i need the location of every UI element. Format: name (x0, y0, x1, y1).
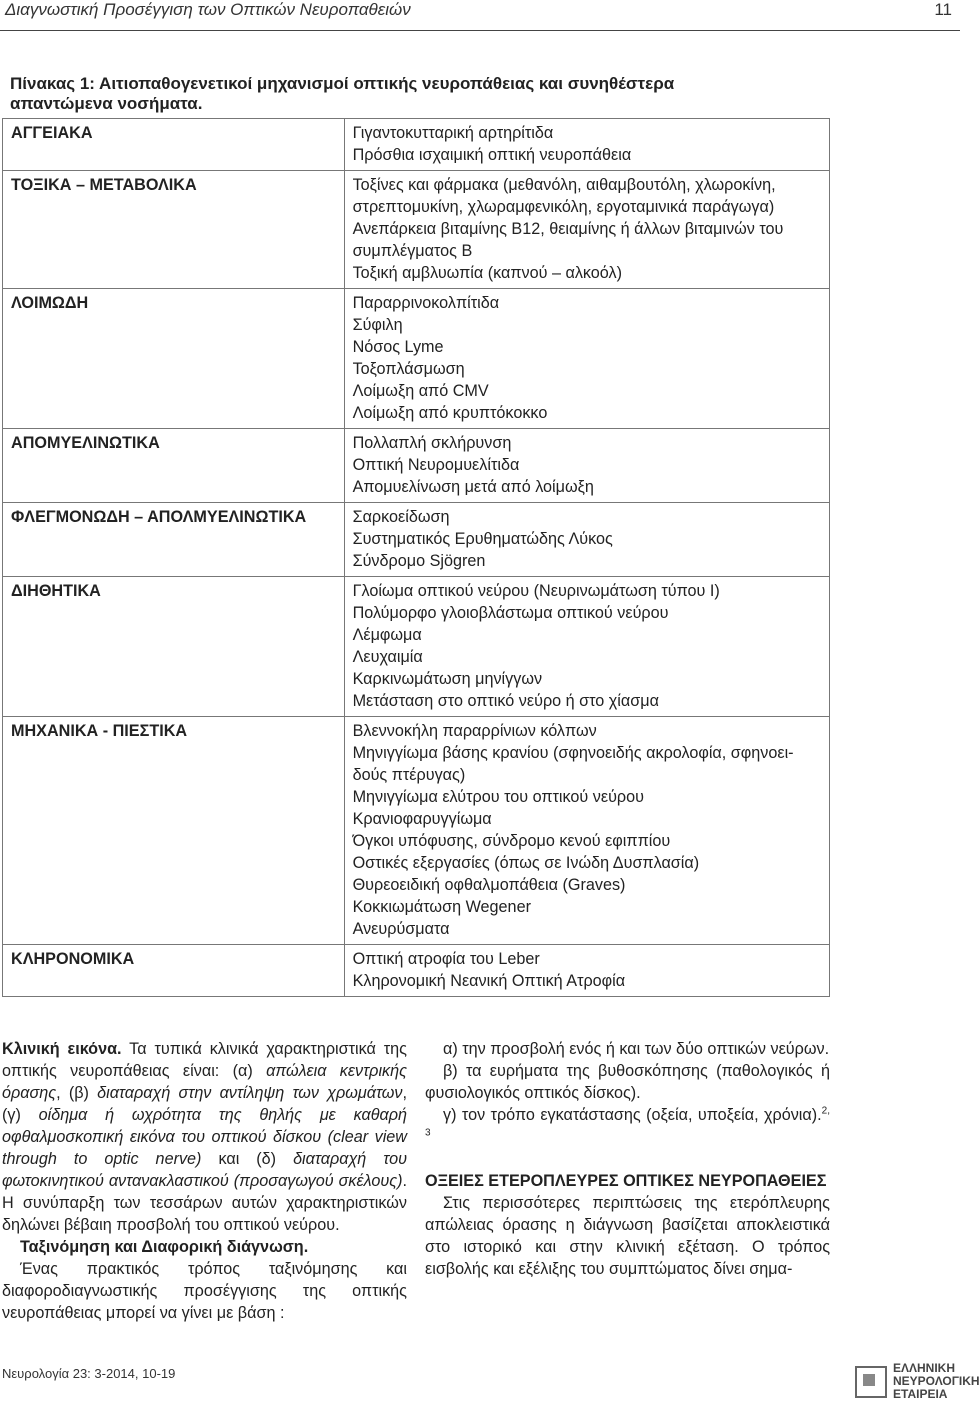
conditions-cell (344, 503, 829, 577)
condition-item: Κληρονομική Νεανική Οπτική Ατροφία (352, 972, 626, 990)
section-heading: ΟΞΕΙΕΣ ΕΤΕΡΟΠΛΕΥΡΕΣ ΟΠΤΙΚΕΣ ΝΕΥΡΟΠΑΘΕΙΕΣ (425, 1172, 827, 1190)
condition-item: στρεπτομυκίνη, χλωραμφενικόλη, εργοταμινικά παράγωγα) (352, 198, 775, 216)
left-column (2, 1038, 407, 1324)
table-row (3, 119, 830, 171)
clinical-feature-a: απώλεια κεντρικής όρασης (2, 1062, 407, 1102)
condition-item: Λοίμωξη από κρυπτόκοκκο (352, 404, 548, 422)
category-cell: ΔΙΗΘΗΤΙΚΑ (3, 577, 345, 717)
table-row (3, 945, 830, 997)
condition-item: Καρκινωμάτωση μηνίγγων (352, 670, 543, 688)
conditions-cell (344, 945, 829, 997)
table-row (3, 429, 830, 503)
condition-item: Συστηματικός Ερυθηματώδης Λύκος (352, 530, 613, 548)
condition-item: Νόσος Lyme (352, 338, 444, 356)
category-cell: ΤΟΞΙΚΑ – ΜΕΤΑΒΟΛΙΚΑ (3, 171, 345, 289)
condition-item: Μηνιγγίωμα ελύτρου του οπτικού νεύρου (352, 788, 644, 806)
clinical-text-1: Τα τυπικά κλινικά χαρακτηριστικά της οπτικής νευροπάθειας είναι: (α) (2, 1040, 407, 1080)
conditions-cell (344, 717, 829, 945)
section-text: Στις περισσότερες περιπτώσεις της ετερόπλευρης απώλειας όρασης η διάγνωση βασίζεται αποκλειστικά στο ιστορικό και στην κλινική εξέταση. Ο τρόπος εισβολής και εξέλιξης του συμπτώματος δίνει σημα- (425, 1194, 830, 1278)
table-row (3, 577, 830, 717)
condition-item: Τοξική αμβλυωπία (καπνού – αλκοόλ) (352, 264, 622, 282)
criterion-b: β) τα ευρήματα της βυθοσκόπησης (παθολογικός ή φυσιολογικός οπτικός δίσκος). (425, 1062, 830, 1102)
category-cell: ΜΗΧΑΝΙΚΑ - ΠΙΕΣΤΙΚΑ (3, 717, 345, 945)
condition-item: Σαρκοείδωση (352, 508, 450, 526)
condition-item: Πολύμορφο γλοιοβλάστωμα οπτικού νεύρου (352, 604, 669, 622)
conditions-cell (344, 171, 829, 289)
condition-item: Οπτική ατροφία του Leber (352, 950, 540, 968)
condition-item: Σύφιλη (352, 316, 403, 334)
condition-item: Θυρεοειδική οφθαλμοπάθεια (Graves) (352, 876, 626, 894)
table-caption-line-2: απαντώμενα νοσήματα. (10, 94, 203, 113)
classification-heading: Ταξινόμηση και Διαφορική διάγνωση. (20, 1238, 309, 1256)
criterion-c-text: γ) τον τρόπο εγκατάστασης (οξεία, υποξεία, χρόνια). (443, 1106, 822, 1124)
condition-item: Τοξοπλάσμωση (352, 360, 465, 378)
condition-item: Τοξίνες και φάρμακα (μεθανόλη, αιθαμβουτόλη, χλωροκίνη, (352, 176, 776, 194)
classification-text: Ένας πρακτικός τρόπος ταξινόμησης και διαφοροδιαγνωστικής προσέγγισης της οπτικής νευροπάθειας μπορεί να γίνει με βάση : (2, 1260, 407, 1322)
condition-item: δούς πτέρυγας) (352, 766, 466, 784)
society-logo (855, 1362, 980, 1401)
conditions-cell (344, 119, 829, 171)
clinical-heading: Κλινική εικόνα. (2, 1040, 122, 1058)
criterion-a: α) την προσβολή ενός ή και των δύο οπτικών νεύρων. (443, 1040, 830, 1058)
condition-item: Οστικές εξεργασίες (όπως σε Ινώδη Δυσπλασία) (352, 854, 700, 872)
etiology-table-body (3, 119, 830, 997)
table-row (3, 717, 830, 945)
condition-item: Σύνδρομο Sjögren (352, 552, 486, 570)
condition-item: Απομυελίνωση μετά από λοίμωξη (352, 478, 594, 496)
society-logo-text (893, 1362, 980, 1401)
condition-item: Κρανιοφαρυγγίωμα (352, 810, 492, 828)
etiology-table (2, 118, 830, 997)
category-cell: ΑΠΟΜΥΕΛΙΝΩΤΙΚΑ (3, 429, 345, 503)
condition-item: Γλοίωμα οπτικού νεύρου (Νευρινωμάτωση τύπου Ι) (352, 582, 720, 600)
condition-item: συμπλέγματος Β (352, 242, 473, 260)
category-cell: ΑΓΓΕΙΑΚΑ (3, 119, 345, 171)
condition-item: Βλεννοκήλη παραρρίνιων κόλπων (352, 722, 597, 740)
header-title: Διαγνωστική Προσέγγιση των Οπτικών Νευροπαθειών (5, 0, 411, 19)
header-rule (0, 30, 960, 31)
table-caption-line-1: Πίνακας 1: Αιτιοπαθογενετικοί μηχανισμοί οπτικής νευροπάθειας και συνηθέστερα (10, 74, 675, 93)
condition-item: Κοκκιωμάτωση Wegener (352, 898, 531, 916)
table-row (3, 503, 830, 577)
table-row (3, 289, 830, 429)
condition-item: Γιγαντοκυτταρική αρτηρίτιδα (352, 124, 554, 142)
logo-line-1: ΕΛΛΗΝΙΚΗ (893, 1361, 956, 1375)
conditions-cell (344, 289, 829, 429)
condition-item: Πολλαπλή σκλήρυνση (352, 434, 512, 452)
clinical-feature-b: διαταραχή στην αντίληψη των χρωμάτων (97, 1084, 403, 1102)
conditions-cell (344, 429, 829, 503)
clinical-paragraph (2, 1038, 407, 1236)
footer-citation: Νευρολογία 23: 3-2014, 10-19 (2, 1366, 176, 1381)
category-cell: ΦΛΕΓΜΟΝΩΔΗ – ΑΠΟΛΜΥΕΛΙΝΩΤΙΚΑ (3, 503, 345, 577)
table-row (3, 171, 830, 289)
right-column (425, 1038, 830, 1280)
table-caption (10, 74, 730, 114)
condition-item: Όγκοι υπόφυσης, σύνδρομο κενού εφιππίου (352, 832, 671, 850)
society-logo-icon (855, 1366, 887, 1398)
criterion-c-refs: 2, 3 (425, 1105, 830, 1139)
condition-item: Λέμφωμα (352, 626, 422, 644)
category-cell: ΛΟΙΜΩΔΗ (3, 289, 345, 429)
page-number: 11 (934, 0, 952, 19)
criterion-c (425, 1104, 830, 1148)
logo-line-2: ΝΕΥΡΟΛΟΓΙΚΗ (893, 1374, 980, 1388)
condition-item: Πρόσθια ισχαιμική οπτική νευροπάθεια (352, 146, 632, 164)
condition-item: Μετάσταση στο οπτικό νεύρο ή στο χίασμα (352, 692, 659, 710)
clinical-feature-c: οίδημα ή ωχρότητα της θηλής με καθαρή οφθαλμοσκοπική εικόνα του οπτικού δίσκου (clear view through to optic nerve) (2, 1106, 407, 1168)
condition-item: Λευχαιμία (352, 648, 423, 666)
condition-item: Μηνιγγίωμα βάσης κρανίου (σφηνοειδής ακρολοφία, σφηνοει- (352, 744, 794, 762)
clinical-text-2: , (β) (56, 1084, 98, 1102)
logo-line-3: ΕΤΑΙΡΕΙΑ (893, 1387, 948, 1401)
conditions-cell (344, 577, 829, 717)
clinical-text-3: , (γ) (2, 1084, 408, 1124)
clinical-feature-d: διαταραχή του φωτοκινητικού αντανακλαστικού (προσαγωγού σκέλους) (2, 1150, 407, 1190)
condition-item: Ανεπάρκεια βιταμίνης Β12, θειαμίνης ή άλλων βιταμινών του (352, 220, 784, 238)
clinical-text-4: και (δ) (201, 1150, 294, 1168)
condition-item: Λοίμωξη από CMV (352, 382, 489, 400)
clinical-text-5: . Η συνύπαρξη των τεσσάρων αυτών χαρακτηριστικών δηλώνει βέβαιη προσβολή του οπτικού νεύρου. (2, 1172, 407, 1234)
condition-item: Ανευρύσματα (352, 920, 450, 938)
category-cell: ΚΛΗΡΟΝΟΜΙΚΑ (3, 945, 345, 997)
condition-item: Παραρρινοκολπίτιδα (352, 294, 500, 312)
condition-item: Οπτική Νευρομυελίτιδα (352, 456, 520, 474)
